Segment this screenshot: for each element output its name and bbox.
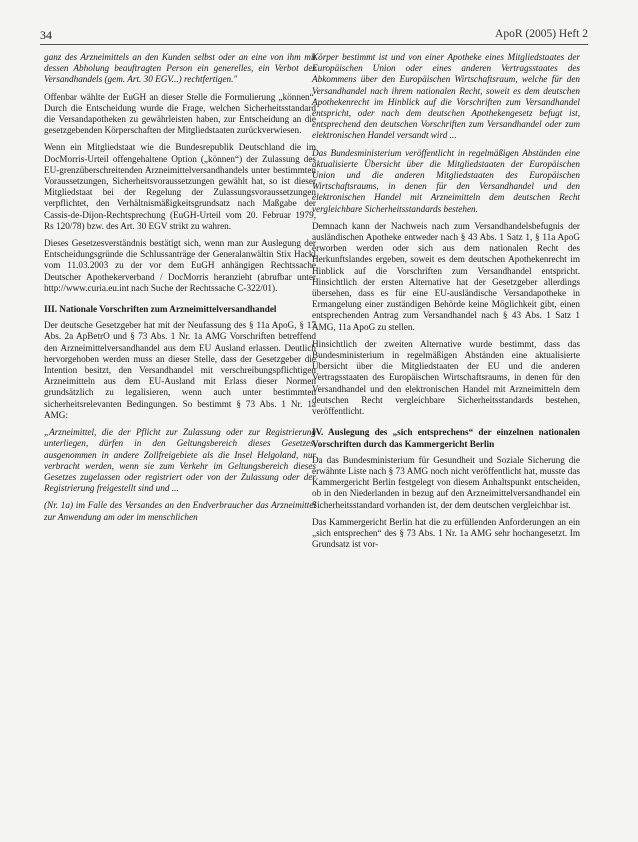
page-header <box>40 28 588 44</box>
quote-paragraph: (Nr. 1a) im Falle des Versandes an den Endverbraucher das Arzneimittel zur Anwendung am oder im menschlichen <box>44 500 316 522</box>
section-heading: IV. Auslegung des „sich entsprechens“ der einzelnen nationalen Vorschriften durch das Kammergericht Berlin <box>312 427 580 449</box>
left-column <box>44 52 316 529</box>
section-heading: III. Nationale Vorschriften zum Arzneimittelversandhandel <box>44 304 277 315</box>
paragraph: Das Kammergericht Berlin hat die zu erfüllenden Anforderungen an ein „sich entsprechen“ des § 73 Abs. 1 Nr. 1a AMG sehr hochangesetzt. Im Grundsatz ist vor- <box>312 516 580 550</box>
paragraph: Dieses Gesetzesverständnis bestätigt sich, wenn man zur Auslegung der Entscheidungsgründe die Schlussanträge der Generalanwältin Stix Hackl vom 11.03.2003 zu der vor dem EuGH anhängigen Rechtssache Deutscher Apothekerverband / DocMorris heranzieht (abrufbar unter http://www.curia.eu.int nach Suche der Rechtssache C-322/01). <box>44 238 316 293</box>
paragraph: Wenn ein Mitgliedstaat wie die Bundesrepublik Deutschland die im DocMorris-Urteil offengehaltene Option („können“) der Zulassung des EU-grenzüberschreitenden Arzneimittelversandhandels unter bestimmten Voraussetzungen, Sicherheitsvoraussetzungen gewählt hat, so ist dieser Mitgliedstaat bei der Regelung der Zulassungsvoraussetzungen verpflichtet, den Verhältnismäßigkeitsgrundsatz nach Maßgabe der Cassis-de-Dijon-Rechtsprechung (EuGH-Urteil vom 20. Februar 1979, Rs 120/78) bzw. des Art. 30 EGV strikt zu wahren. <box>44 142 316 231</box>
paragraph: Da das Bundesministerium für Gesundheit und Soziale Sicherung die erwähnte Liste nach § 73 AMG noch nicht veröffentlicht hat, musste das Kammergericht Berlin festgelegt von diesem Anhaltspunkt entscheiden, ob in den Niederlanden in bezug auf den Arzneimittelversandhandel ein Sicherheitsstandard vorhanden ist, der dem deutschen vergleichbar ist. <box>312 454 580 510</box>
quote-paragraph: Körper bestimmt ist und von einer Apotheke eines Mitgliedstaates der Europäischen Union oder eines anderen Vertragsstaates des Abkommens über den Europäischen Wirtschaftsraum, welche für den Versandhandel nach ihrem nationalen Recht, soweit es dem deutschen Apothekenrecht im Hinblick auf die Vorschriften zum Versandhandel entspricht, oder nach dem deutschen Apothekengesetz befugt ist, entsprechend den deutschen Vorschriften zum Versandhandel oder zum elektronischen Handel versandt wird ... <box>312 52 580 141</box>
quote-paragraph: „Arzneimittel, die der Pflicht zur Zulassung oder zur Registrierung unterliegen, dürfen in den Geltungsbereich dieses Gesetzes, ausgenommen in andere Zollfreigebiete als die Insel Helgoland, nur verbracht werden, wenn sie zum Verkehr im Geltungsbereich dieses Gesetzes zugelassen oder registriert oder von der Zulassung oder der Registrierung freigestellt sind und ... <box>44 427 316 494</box>
paragraph: Der deutsche Gesetzgeber hat mit der Neufassung des § 11a ApoG, § 17 Abs. 2a ApBetrO und § 73 Abs. 1 Nr. 1a AMG Vorschriften betreffend den Arzneimittelversandhandel aus dem EU Ausland erlassen. Deutlich hervorgehoben werden muss an dieser Stelle, dass der Gesetzgeber die Intention besitzt, den Versandhandel mit verschreibungspflichtigen Arzneimitteln aus dem EU-Ausland mit Erlass dieser Normen grundsätzlich zu legalisieren, wenn auch unter bestimmten sicherheitsrelevanten Bedingungen. So bestimmt § 73 Abs. 1 Nr. 1a AMG: <box>44 320 316 420</box>
paragraph: Demnach kann der Nachweis nach zum Versandhandelsbefugnis der ausländischen Apotheke entweder nach § 43 Abs. 1 Satz 1, § 11a ApoG erworben werden oder sich aus dem nationalen Recht des Herkunftslandes ergeben, soweit es dem deutschen Apothekenrecht im Hinblick auf die Vorschriften zum Versandhandel entspricht. Hinsichtlich der ersten Alternative hat der Gesetzgeber allerdings übersehen, dass es für eine EU-ausländische Versandapotheke in Ermangelung einer zuständigen Behörde keine Möglichkeit gibt, einen entsprechenden Antrag zum Versandhandel nach § 43 Abs. 1 Satz 1 AMG, 11a ApoG zu stellen. <box>312 220 580 332</box>
running-head: ApoR (2005) Heft 2 <box>495 28 588 40</box>
right-column <box>312 52 580 556</box>
quote-paragraph: Das Bundesministerium veröffentlicht in regelmäßigen Abständen eine aktualisierte Übersicht über die Mitgliedstaaten der Europäischen Union und die anderen Mitgliedstaaten des Europäischen Wirtschaftsraums, in denen für den Versandhandel und den elektronischen Handel mit Arzneimitteln dem deutschen Recht vergleichbare Sicherheitsstandards bestehen. <box>312 147 580 214</box>
page-number: 34 <box>40 28 52 42</box>
paragraph: Hinsichtlich der zweiten Alternative wurde bestimmt, dass das Bundesministerium in regelmäßigen Abständen eine aktualisierte Übersicht über die Mitgliedstaaten der EU und die anderen Vertragsstaaten des Europäischen Wirtschaftsraums, in denen für den Versandhandel und den elektronischen Handel mit Arzneimitteln dem deutschen Recht vergleichbare Sicherheitsstandards bestehen, veröffentlicht. <box>312 338 580 417</box>
paragraph: Offenbar wählte der EuGH an dieser Stelle die Formulierung „können“. Durch die Entscheidung wurde die Frage, welchen Sicherheitsstandard die Versandapotheken zu gewährleisten haben, zur Entscheidung an die gesetzgebenden Körperschaften der Mitgliedstaaten zurückverwiesen. <box>44 91 316 136</box>
paragraph: ganz des Arzneimittels an den Kunden selbst oder an eine von ihm mit dessen Abholung beauftragten Person ein generelles, ein Verbot des Versandhandels (gem. Art. 30 EGV...) rechtfertigen." <box>44 52 316 85</box>
header-rule <box>40 44 588 45</box>
